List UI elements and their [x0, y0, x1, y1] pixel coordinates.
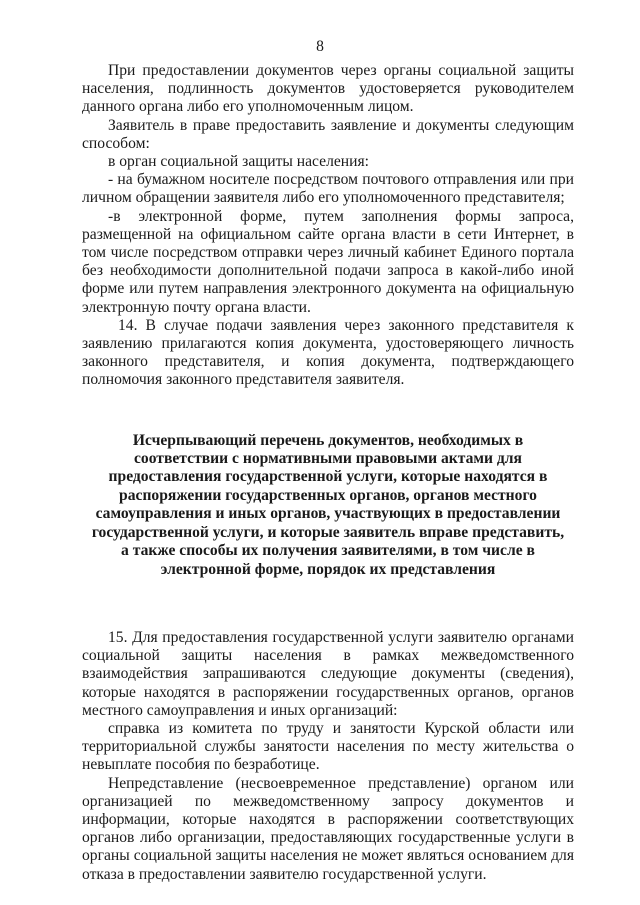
document-body	[82, 62, 574, 884]
paragraphs-top	[82, 62, 574, 390]
paragraphs-bottom	[82, 629, 574, 884]
body-paragraph: справка из комитета по труду и занятости Курской области или территориальной службы занятости населения по месту жительства о невыплате пособия по безработице.	[82, 719, 574, 774]
page-number: 8	[316, 38, 324, 55]
body-paragraph: При предоставлении документов через органы социальной защиты населения, подлинность документов удостоверяется руководителем данного органа либо его уполномоченным лицом.	[82, 62, 574, 116]
body-paragraph: Заявитель в праве предоставить заявление и документы следующим способом:	[82, 116, 574, 152]
body-paragraph: - на бумажном носителе посредством почтового отправления или при личном обращении заявителя либо его уполномоченного представителя;	[82, 171, 574, 207]
body-paragraph: Непредставление (несвоевременное представление) органом или организацией по межведомственному запросу документов и информации, которые находятся в распоряжении соответствующих органов либо организации, предоставляющих государственные услуги в органы социальной защиты населения не может являться основанием для отказа в предоставлении заявителю государственной услуги.	[82, 774, 574, 883]
section-heading: Исчерпывающий перечень документов, необходимых в соответствии с нормативными правовыми актами для предоставления государственной услуги, которые находятся в распоряжении государственных органов, органов местного самоуправления и иных органов, участвующих в предоставлении государственной услуги, и которые заявитель вправе представить, а также способы их получения заявителями, в том числе в электронной форме, порядок их представления	[91, 431, 565, 578]
spacer	[82, 579, 574, 629]
body-paragraph: 15. Для предоставления государственной услуги заявителю органами социальной защиты населения в рамках межведомственного взаимодействия запрашиваются следующие документы (сведения), которые находятся в распоряжении государственных органов, органов местного самоуправления и иных организаций:	[82, 628, 574, 719]
body-paragraph: в орган социальной защиты населения:	[108, 153, 369, 171]
body-paragraph: 14. В случае подачи заявления через законного представителя к заявлению прилагаются копия документа, удостоверяющего личность законного представителя, и копия документа, подтверждающего полномочия законного представителя заявителя.	[82, 316, 574, 389]
body-paragraph: -в электронной форме, путем заполнения формы запроса, размещенной на официальном сайте органа власти в сети Интернет, в том числе посредством отправки через личный кабинет Единого портала без необходимости дополнительной подачи запроса в какой-либо иной форме или путем направления электронного документа на официальную электронную почту органа власти.	[82, 207, 574, 316]
